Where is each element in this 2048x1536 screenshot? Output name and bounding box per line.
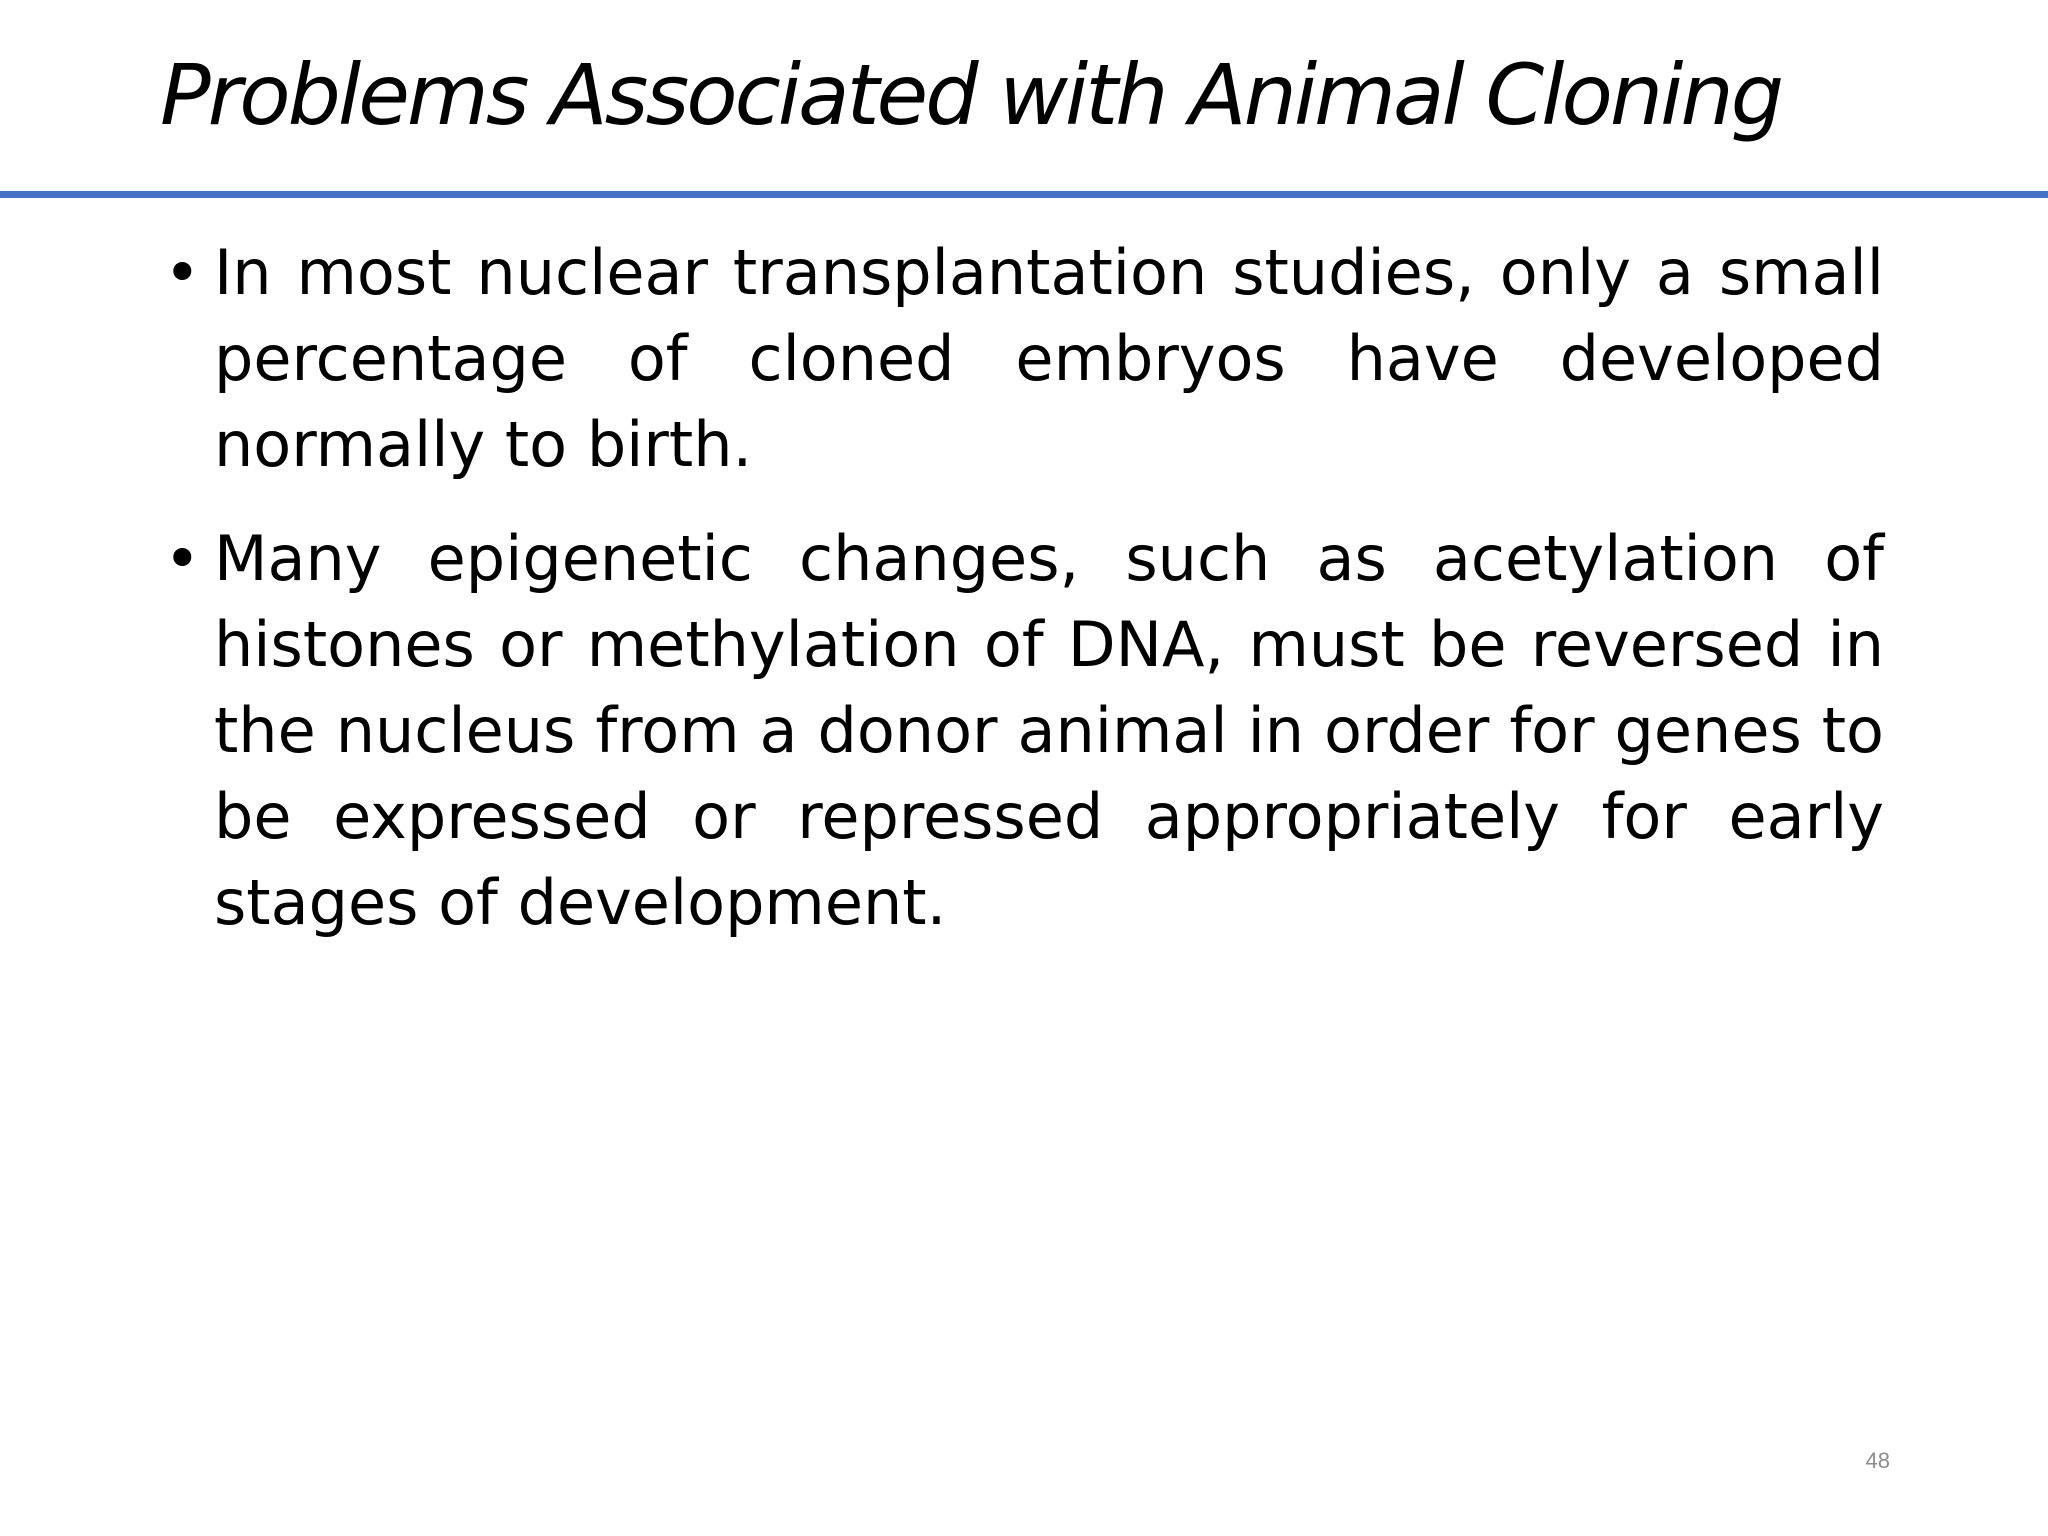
page-number: 48 — [1865, 1448, 1890, 1473]
bullet-item — [160, 230, 1884, 488]
title-divider — [0, 191, 2048, 198]
slide-title: Problems Associated with Animal Cloning — [160, 46, 1782, 144]
bullet-icon: • — [164, 236, 201, 309]
bullet-list — [160, 230, 1884, 974]
bullet-text: In most nuclear transplantation studies, only a small percentage of cloned embryos have developed normally to birth. — [214, 236, 1884, 481]
bullet-icon: • — [164, 522, 201, 595]
bullet-text: Many epigenetic changes, such as acetylation of histones or methylation of DNA, must be reversed in the nucleus from a donor animal in order for genes to be expressed or repressed appropriately for early stages of development. — [214, 522, 1884, 939]
bullet-item — [160, 516, 1884, 946]
